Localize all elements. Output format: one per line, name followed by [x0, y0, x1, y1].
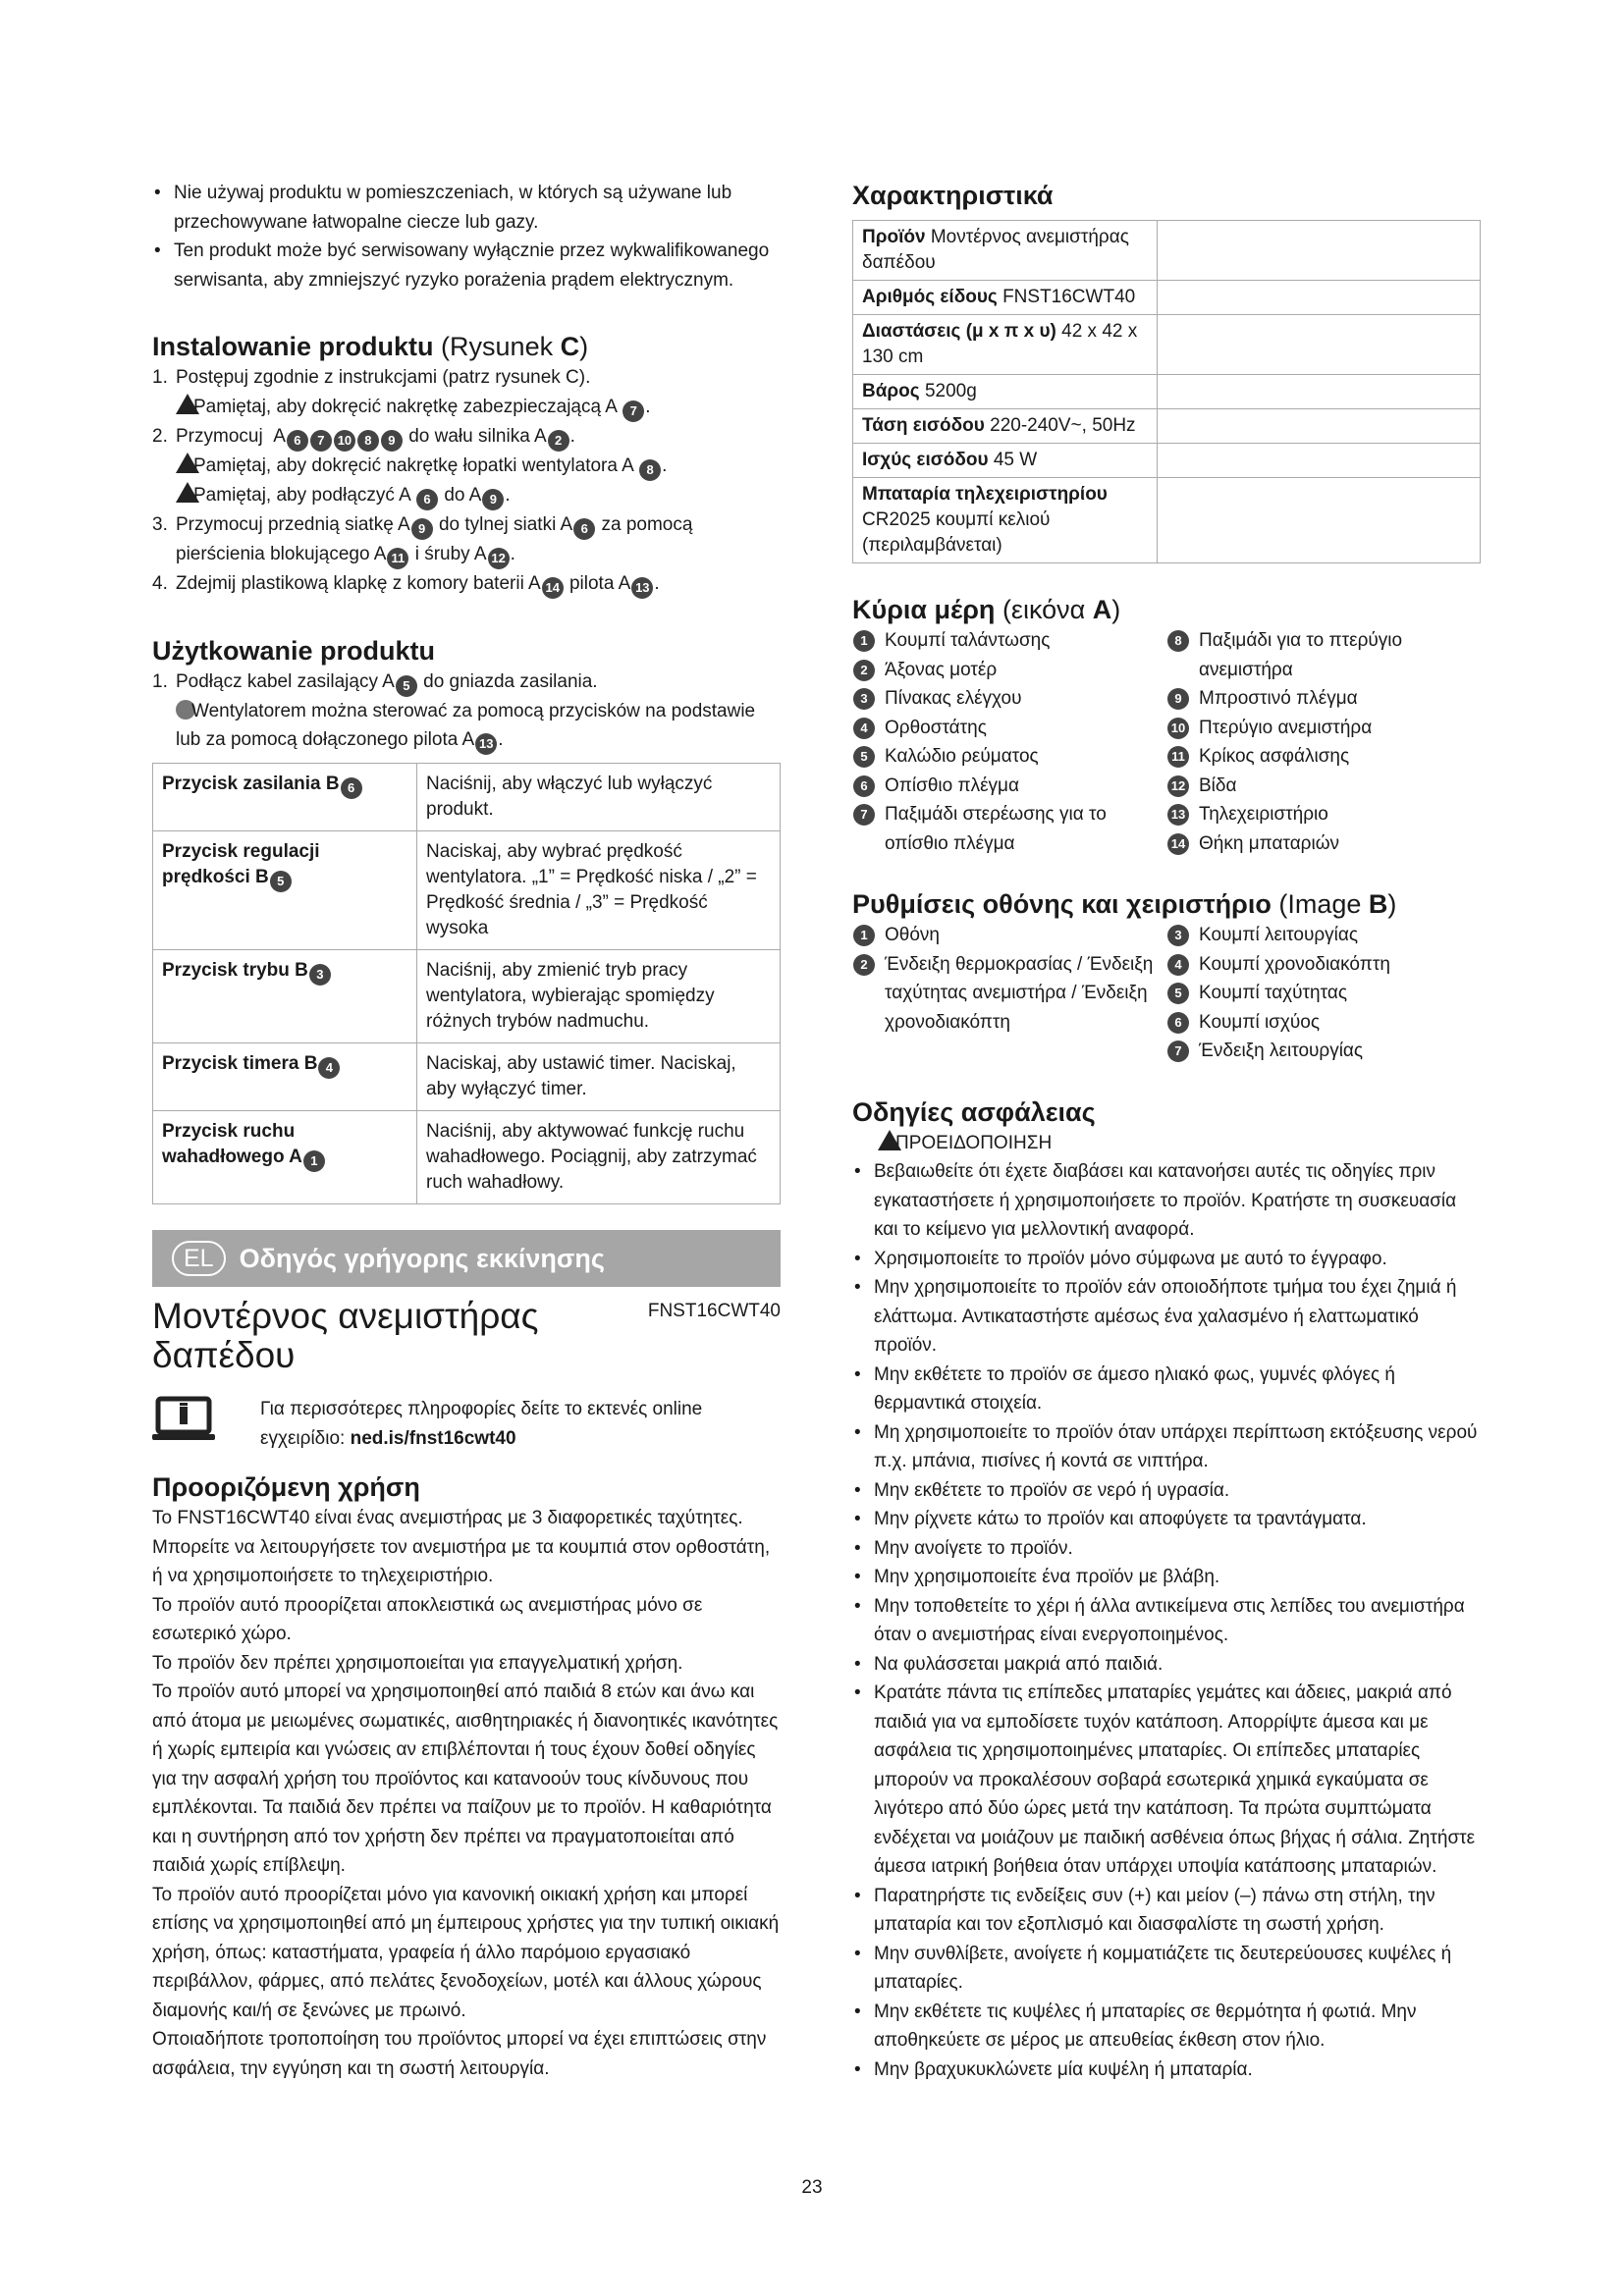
row-key: Przycisk timera B: [162, 1053, 318, 1074]
row-value: Naciśnij, aby zmienić tryb pracy wentylatora, wybierając spomiędzy różnych trybów nadmuchu.: [417, 950, 781, 1043]
list-item: • Βεβαιωθείτε ότι έχετε διαβάσει και κατανοήσει αυτές τις οδηγίες πριν εγκαταστήσετε ή χρησιμοποιήσετε το προϊόν. Κρατήστε τη συσκευασία και το κείμενο για μελλοντική αναφορά.: [852, 1157, 1481, 1245]
callout-9-icon: 9: [381, 430, 403, 452]
callout-icon: 4: [853, 718, 875, 739]
language-badge: EL: [172, 1241, 226, 1276]
install-step-1: 1. Postępuj zgodnie z instrukcjami (patrz rysunek C). Pamiętaj, aby dokręcić nakrętkę zabezpieczającą A 7 .: [152, 363, 781, 422]
callout-11-icon: 11: [387, 548, 408, 569]
list-item: • Μην χρησιμοποιείτε ένα προϊόν με βλάβη.: [852, 1563, 1481, 1592]
callout-6-icon: 6: [287, 430, 308, 452]
install-step-3: 3. Przymocuj przednią siatkę A 9 do tylnej siatki A 6 za pomocą pierścienia blokującego A 11 i śruby A 12 .: [152, 510, 781, 569]
spec-table: [852, 220, 1481, 563]
callout-13-icon: 13: [631, 577, 653, 599]
callout-10-icon: 10: [334, 430, 355, 452]
list-item: • Μην εκθέτετε τις κυψέλες ή μπαταρίες σε θερμότητα ή φωτιά. Μην αποθηκεύετε σε μέρος με απευθείας έκθεση στον ήλιο.: [852, 1998, 1481, 2056]
list-item: • Μην εκθέτετε το προϊόν σε άμεσο ηλιακό φως, γυμνές φλόγες ή θερμαντικά στοιχεία.: [852, 1361, 1481, 1418]
list-item: 9 Μπροστινό πλέγμα: [1166, 684, 1481, 714]
row-key: Przycisk zasilania B: [162, 774, 340, 794]
display-list: [852, 921, 1481, 1066]
list-item: 7 Ένδειξη λειτουργίας: [1166, 1037, 1481, 1066]
page-number: 23: [801, 2177, 823, 2198]
list-item: • Μην εκθέτετε το προϊόν σε νερό ή υγρασία.: [852, 1476, 1481, 1506]
callout-icon: 7: [1167, 1041, 1189, 1062]
callout-icon: 3: [1167, 925, 1189, 946]
callout-icon: 5: [853, 746, 875, 768]
install-heading: Instalowanie produktu (Rysunek C): [152, 332, 589, 361]
row-value: Naciśnij, aby włączyć lub wyłączyć produkt.: [417, 764, 781, 831]
table-row: Προϊόν Μοντέρνος ανεμιστήρας δαπέδου: [853, 221, 1481, 281]
table-row: Διαστάσεις (μ x π x υ) 42 x 42 x 130 cm: [853, 315, 1481, 375]
install-step-4: 4. Zdejmij plastikową klapkę z komory baterii A 14 pilota A 13 .: [152, 569, 781, 599]
table-row: Τάση εισόδου 220-240V~, 50Hz: [853, 409, 1481, 444]
callout-icon: 1: [853, 630, 875, 652]
list-item: 11 Κρίκος ασφάλισης: [1166, 742, 1481, 772]
display-heading: Ρυθμίσεις οθόνης και χειριστήριο (Image B): [852, 889, 1397, 919]
list-item: • Ten produkt może być serwisowany wyłącznie przez wykwalifikowanego serwisanta, aby zmniejszyć ryzyko porażenia prądem elektrycznym.: [152, 237, 781, 294]
list-item: 5 Κουμπί ταχύτητας: [1166, 979, 1481, 1008]
list-item: 1 Οθόνη: [852, 921, 1166, 950]
callout-icon: 7: [853, 804, 875, 826]
callout-icon: 6: [853, 775, 875, 797]
row-key: Przycisk trybu B: [162, 960, 308, 981]
callout-9-icon: 9: [482, 489, 504, 510]
intended-use-heading: Προοριζόμενη χρήση: [152, 1472, 420, 1502]
right-column: [852, 179, 1481, 2084]
operation-table: [152, 763, 781, 1204]
list-item: 7 Παξιμάδι στερέωσης για το οπίσθιο πλέγμα: [852, 800, 1166, 858]
list-item: • Χρησιμοποιείτε το προϊόν μόνο σύμφωνα με αυτό το έγγραφο.: [852, 1245, 1481, 1274]
list-item: 2 Ένδειξη θερμοκρασίας / Ένδειξη ταχύτητας ανεμιστήρα / Ένδειξη χρονοδιακόπτη: [852, 950, 1166, 1038]
callout-icon: 3: [853, 688, 875, 710]
list-item: 12 Βίδα: [1166, 772, 1481, 801]
list-item: • Μην συνθλίβετε, ανοίγετε ή κομματιάζετε τις δευτερεύουσες κυψέλες ή μπαταρίες.: [852, 1940, 1481, 1998]
callout-13-icon: 13: [475, 733, 497, 755]
list-item: 3 Κουμπί λειτουργίας: [1166, 921, 1481, 950]
callout-6-icon: 6: [573, 518, 595, 540]
callout-icon: 11: [1167, 746, 1189, 768]
warning-icon: [176, 453, 199, 473]
list-item: 1 Κουμπί ταλάντωσης: [852, 626, 1166, 656]
callout-icon: 6: [1167, 1012, 1189, 1034]
intended-use-text: Το FNST16CWT40 είναι ένας ανεμιστήρας με 3 διαφορετικές ταχύτητες. Μπορείτε να λειτουργήσετε τον ανεμιστήρα με τα κουμπιά στον ορθοστάτη, ή να χρησιμοποιήσετε το τηλεχειριστήριο. Το προϊόν αυτό προορίζεται αποκλειστικά ως ανεμιστήρας μόνο σε εσωτερικό χώρο. Το προϊόν δεν πρέπει χρησιμοποιείται για επαγγελματική χρήση. Το προϊόν αυτό μπορεί να χρησιμοποιηθεί από παιδιά 8 ετών και άνω και από άτομα με μειωμένες σωματικές, αισθητηριακές ή διανοητικές ικανότητες ή χωρίς εμπειρία και γνώσεις αν επιβλέπονται ή τους έχουν δοθεί οδηγίες για την ασφαλή χρήση του προϊόντος και κατανοούν τους κίνδυνους που εμπλέκονται. Τα παιδιά δεν πρέπει να παίζουν με το προϊόν. Η καθαριότητα και η συντήρηση από τον χρήστη δεν πρέπει να πραγματοποιείται από παιδιά χωρίς επίβλεψη. Το προϊόν αυτό προορίζεται μόνο για κανονική οικιακή χρήση και μπορεί επίσης να χρησιμοποιηθεί από μη έμπειρους χρήστες για την τυπική οικιακή χρήση, όπως: καταστήματα, γραφεία ή άλλο παρόμοιο εργασιακό περιβάλλον, φάρμες, από πελάτες ξενοδοχείων, μοτέλ και άλλους χώρους διαμονής και/ή σε ξενώνες με πρωινό. Οποιαδήποτε τροποποίηση του προϊόντος μπορεί να έχει επιπτώσεις στην ασφάλεια, την εγγύηση και τη σωστή λειτουργία.: [152, 1508, 780, 2079]
table-row: Ισχύς εισόδου 45 W: [853, 444, 1481, 478]
callout-7-icon: 7: [623, 400, 644, 422]
row-value: Naciskaj, aby ustawić timer. Naciskaj, aby wyłączyć timer.: [417, 1043, 781, 1111]
list-item: • Κρατάτε πάντα τις επίπεδες μπαταρίες γεμάτες και άδειες, μακριά από παιδιά για να εμποδίσετε τυχόν κατάποση. Απορρίψτε άμεσα και με ασφάλεια τις χρησιμοποιημένες μπαταρίες. Οι επίπεδες μπαταρίες μπορούν να προκαλέσουν σοβαρά εσωτερικά χημικά εγκαύματα σε λιγότερο από δύο ώρες μετά την κατάποση. Τα πρώτα συμπτώματα ενδέχεται να μοιάζουν με παιδική ασθένεια όπως βήχας ή σάλια. Ζητήστε άμεσα ιατρική βοήθεια όταν υπάρχει υποψία κατάποσης μπαταριών.: [852, 1679, 1481, 1882]
list-item: 3 Πίνακας ελέγχου: [852, 684, 1166, 714]
product-title: Μοντέρνος ανεμιστήρας δαπέδου: [152, 1296, 539, 1375]
callout-icon: 10: [1167, 718, 1189, 739]
callout-2-icon: 2: [548, 430, 569, 452]
table-row: Αριθμός είδους FNST16CWT40: [853, 281, 1481, 315]
list-item: 4 Ορθοστάτης: [852, 714, 1166, 743]
list-item: 6 Οπίσθιο πλέγμα: [852, 772, 1166, 801]
warning-icon: [176, 394, 199, 414]
safety-bullets: [852, 1157, 1481, 2084]
callout-7-icon: 7: [310, 430, 332, 452]
use-step-1: 1. Podłącz kabel zasilający A 5 do gniazda zasilania. Wentylatorem można sterować za pomocą przycisków na podstawie lub za pomocą dołączonego pilota A 13 .: [152, 667, 781, 756]
callout-icon: 4: [318, 1057, 340, 1079]
callout-icon: 2: [853, 954, 875, 976]
table-row: [153, 1111, 781, 1204]
callout-14-icon: 14: [542, 577, 564, 599]
install-steps: [152, 363, 781, 599]
callout-icon: 1: [853, 925, 875, 946]
product-header: [152, 1297, 781, 1375]
list-item: • Παρατηρήστε τις ενδείξεις συν (+) και μείον (–) πάνω στη στήλη, την μπαταρία και τον εξοπλισμό και διασφαλίστε τη σωστή χρήση.: [852, 1882, 1481, 1940]
list-item: • Nie używaj produktu w pomieszczeniach, w których są używane lub przechowywane łatwopalne ciecze lub gazy.: [152, 179, 781, 237]
laptop-icon: [152, 1395, 215, 1444]
callout-icon: 8: [1167, 630, 1189, 652]
table-row: [153, 950, 781, 1043]
callout-9-icon: 9: [411, 518, 433, 540]
parts-heading: Κύρια μέρη (εικόνα A): [852, 595, 1121, 624]
callout-icon: 12: [1167, 775, 1189, 797]
callout-12-icon: 12: [488, 548, 510, 569]
spec-heading: Χαρακτηριστικά: [852, 181, 1054, 210]
table-row: [153, 764, 781, 831]
intro-bullets: [152, 179, 781, 294]
callout-5-icon: 5: [396, 675, 417, 697]
table-row: [153, 1043, 781, 1111]
parts-list: [852, 626, 1481, 858]
list-item: 5 Καλώδιο ρεύματος: [852, 742, 1166, 772]
list-item: 13 Τηλεχειριστήριο: [1166, 800, 1481, 829]
callout-icon: 14: [1167, 833, 1189, 855]
row-key: Przycisk regulacji prędkości B: [162, 841, 320, 887]
list-item: • Μην ανοίγετε το προϊόν.: [852, 1534, 1481, 1564]
list-item: 8 Παξιμάδι για το πτερύγιο ανεμιστήρα: [1166, 626, 1481, 684]
table-row: [153, 831, 781, 950]
warning-label: ΠΡΟΕΙΔΟΠΟΙΗΣΗ: [852, 1129, 1481, 1158]
manual-link[interactable]: ned.is/fnst16cwt40: [350, 1427, 516, 1449]
list-item: 4 Κουμπί χρονοδιακόπτη: [1166, 950, 1481, 980]
callout-8-icon: 8: [357, 430, 379, 452]
row-key: Przycisk ruchu wahadłowego A: [162, 1121, 302, 1167]
use-heading: Użytkowanie produktu: [152, 635, 436, 666]
callout-icon: 5: [270, 871, 292, 892]
manual-note: Για περισσότερες πληροφορίες δείτε το εκτενές online εγχειρίδιο: ned.is/fnst16cwt40: [152, 1395, 781, 1453]
row-value: Naciśnij, aby aktywować funkcję ruchu wahadłowego. Pociągnij, aby zatrzymać ruch wahadłowy.: [417, 1111, 781, 1204]
list-item: • Να φυλάσσεται μακριά από παιδιά.: [852, 1650, 1481, 1680]
list-item: 14 Θήκη μπαταριών: [1166, 829, 1481, 859]
callout-6-icon: 6: [416, 489, 438, 510]
language-section-bar: [152, 1230, 781, 1287]
warning-icon: [878, 1130, 901, 1150]
list-item: • Μη χρησιμοποιείτε το προϊόν όταν υπάρχει περίπτωση εκτόξευσης νερού π.χ. μπάνια, πισίνες ή κοντά σε νιπτήρα.: [852, 1418, 1481, 1476]
list-item: 2 Άξονας μοτέρ: [852, 656, 1166, 685]
list-item: • Μην χρησιμοποιείτε το προϊόν εάν οποιοδήποτε τμήμα του έχει ζημιά ή ελάττωμα. Αντικαταστήστε αμέσως ένα χαλασμένο ή ελαττωματικό προϊόν.: [852, 1273, 1481, 1361]
use-steps: [152, 667, 781, 756]
list-item: 6 Κουμπί ισχύος: [1166, 1008, 1481, 1038]
product-code: FNST16CWT40: [647, 1301, 781, 1321]
safety-heading: Οδηγίες ασφάλειας: [852, 1096, 1096, 1127]
row-value: Naciskaj, aby wybrać prędkość wentylatora. „1” = Prędkość niska / „2” = Prędkość średnia / „3” = Prędkość wysoka: [417, 831, 781, 950]
callout-icon: 6: [341, 777, 362, 799]
table-row: Βάρος 5200g: [853, 375, 1481, 409]
table-row: Μπαταρία τηλεχειριστηρίου CR2025 κουμπί κελιού (περιλαμβάνεται): [853, 478, 1481, 563]
callout-icon: 2: [853, 660, 875, 681]
callout-icon: 9: [1167, 688, 1189, 710]
list-item: • Μην ρίχνετε κάτω το προϊόν και αποφύγετε τα τραντάγματα.: [852, 1505, 1481, 1534]
list-item: • Μην τοποθετείτε το χέρι ή άλλα αντικείμενα στις λεπίδες του ανεμιστήρα όταν ο ανεμιστήρας είναι ενεργοποιημένος.: [852, 1592, 1481, 1650]
warning-icon: [176, 482, 199, 503]
list-item: 10 Πτερύγιο ανεμιστήρα: [1166, 714, 1481, 743]
callout-icon: 1: [303, 1150, 325, 1172]
callout-icon: 5: [1167, 983, 1189, 1004]
callout-icon: 4: [1167, 954, 1189, 976]
left-column: [152, 179, 781, 2083]
callout-icon: 3: [309, 964, 331, 986]
list-item: • Μην βραχυκυκλώνετε μία κυψέλη ή μπαταρία.: [852, 2056, 1481, 2085]
install-step-2: 2. Przymocuj A 6 7 10 8 9 do wału silnika A 2 . Pamiętaj, aby dokręcić nakrętkę łopatki wentylatora A 8 . Pamiętaj, aby podłączyć A 6 do A 9 .: [152, 422, 781, 510]
callout-8-icon: 8: [639, 459, 661, 481]
callout-icon: 13: [1167, 804, 1189, 826]
section-bar-title: Οδηγός γρήγορης εκκίνησης: [239, 1243, 605, 1273]
